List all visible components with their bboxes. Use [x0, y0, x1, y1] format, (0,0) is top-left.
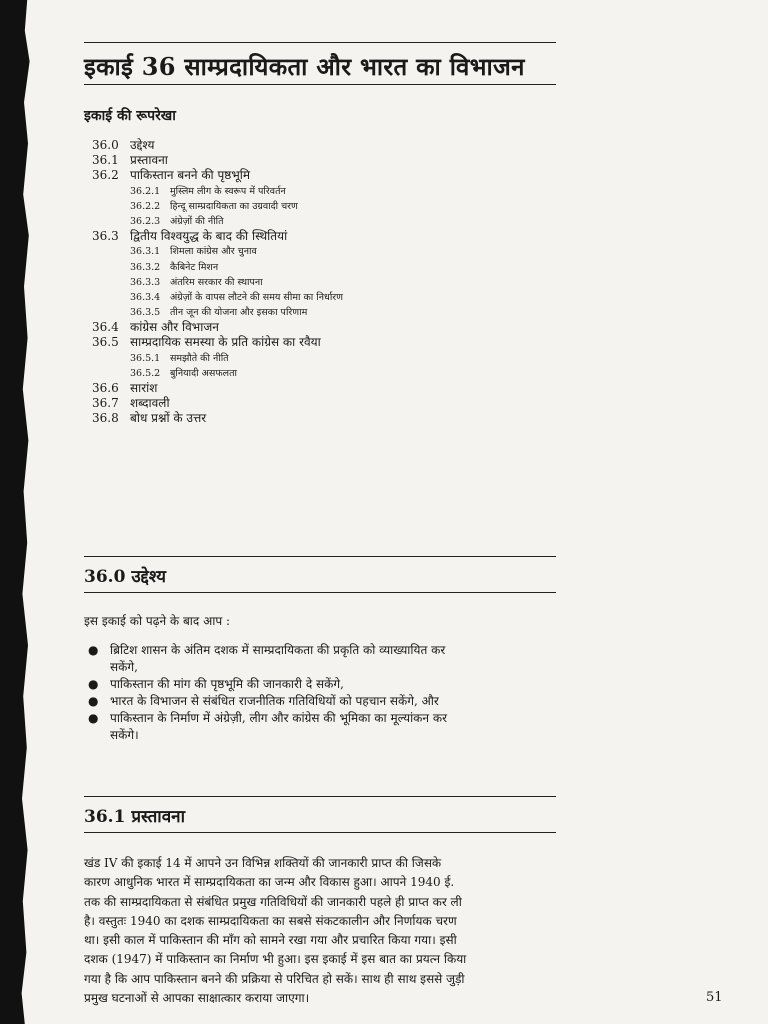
- toc-item-number: 36.6: [92, 381, 119, 395]
- toc-item-text: मुस्लिम लीग के स्वरूप में परिवर्तन: [170, 185, 286, 197]
- toc-item-text: पाकिस्तान बनने की पृष्ठभूमि: [130, 168, 251, 183]
- objectives-list: [88, 642, 558, 744]
- toc-item-number: 36.5: [92, 335, 119, 350]
- title-rule-bottom: [84, 84, 556, 85]
- toc-item: [92, 305, 343, 320]
- toc-item: [92, 351, 343, 366]
- toc-item: [92, 184, 343, 199]
- toc-item: [92, 229, 343, 244]
- paragraph-line: कारण आधुनिक भारत में साम्प्रदायिकता का जन्म और विकास हुआ। आपने 1940 ई.: [84, 875, 455, 890]
- toc-item: [92, 199, 343, 214]
- toc-item: [92, 168, 343, 183]
- toc-item-text: बोध प्रश्नों के उत्तर: [130, 411, 207, 426]
- page-number: 51: [706, 990, 723, 1005]
- toc-item-number: 36.2.3: [130, 215, 161, 227]
- paragraph-line: खंड IV की इकाई 14 में आपने उन विभिन्न शक्तियों की जानकारी प्राप्त की जिसके: [84, 856, 442, 870]
- toc-item: [92, 290, 343, 305]
- toc-item-number: 36.3.2: [130, 261, 161, 273]
- toc-item-text: अंग्रेज़ों की नीति: [170, 215, 224, 227]
- section-0-rule-bottom: [84, 592, 556, 593]
- introduction-paragraph: [84, 854, 560, 1008]
- toc-item-text: अंतरिम सरकार की स्थापना: [170, 276, 263, 288]
- toc-item-number: 36.3.4: [130, 291, 161, 303]
- table-of-contents: [92, 138, 343, 427]
- toc-item: [92, 411, 343, 426]
- toc-item: [92, 275, 343, 290]
- outline-heading: इकाई की रूपरेखा: [84, 108, 176, 124]
- toc-item-text: कांग्रेस और विभाजन: [130, 320, 219, 335]
- objective-item: [88, 693, 558, 710]
- toc-item-text: सारांश: [130, 381, 158, 395]
- toc-item-number: 36.2.1: [130, 185, 161, 197]
- paragraph-line: तक की साम्प्रदायिकता से संबंधित प्रमुख गतिविधियों की जानकारी पहले ही प्राप्त कर ली: [84, 894, 462, 909]
- toc-item-text: शिमला कांग्रेस और चुनाव: [170, 246, 257, 258]
- objective-item: [88, 676, 558, 693]
- bullet-icon: ●: [88, 694, 99, 708]
- section-1-rule-bottom: [84, 832, 556, 833]
- toc-item: [92, 335, 343, 350]
- toc-item-number: 36.5.2: [130, 367, 161, 379]
- section-1-rule-top: [84, 796, 556, 797]
- section-0-rule-top: [84, 556, 556, 557]
- toc-item-text: तीन जून की योजना और इसका परिणाम: [170, 307, 308, 319]
- toc-item-text: उद्देश्य: [130, 138, 155, 152]
- scan-edge-shadow: [0, 0, 40, 1024]
- toc-item-text: अंग्रेज़ों के वापस लौटने की समय सीमा का निर्धारण: [170, 291, 344, 303]
- toc-item: [92, 214, 343, 229]
- objective-item: [88, 642, 558, 676]
- toc-item-number: 36.2: [92, 168, 119, 183]
- objective-text-line: पाकिस्तान के निर्माण में अंग्रेज़ी, लीग और कांग्रेस की भूमिका का मूल्यांकन कर: [110, 711, 447, 725]
- toc-item-number: 36.3.1: [130, 246, 161, 258]
- objective-text-line: सकेंगे।: [110, 728, 139, 742]
- paragraph-line: प्रमुख घटनाओं से आपका साक्षात्कार कराया जाएगा।: [84, 991, 310, 1006]
- toc-item: [92, 260, 343, 275]
- toc-item-text: कैबिनेट मिशन: [170, 261, 219, 273]
- bullet-icon: ●: [88, 677, 99, 691]
- toc-item-text: बुनियादी असफलता: [170, 367, 237, 379]
- toc-item-text: समझौते की नीति: [170, 352, 229, 364]
- objective-text-line: भारत के विभाजन से संबंधित राजनीतिक गतिविधियों को पहचान सकेंगे, और: [110, 694, 439, 708]
- objectives-intro: इस इकाई को पढ़ने के बाद आप :: [84, 614, 231, 628]
- toc-item-text: शब्दावली: [130, 396, 170, 411]
- toc-item-number: 36.5.1: [130, 352, 161, 364]
- objective-item: [88, 710, 558, 744]
- toc-item: [92, 244, 343, 259]
- objective-text-line: सकेंगे,: [110, 660, 138, 674]
- objective-text-line: पाकिस्तान की मांग की पृष्ठभूमि की जानकारी दे सकेंगे,: [110, 677, 344, 691]
- bullet-icon: ●: [88, 643, 99, 657]
- toc-item: [92, 366, 343, 381]
- toc-item-number: 36.0: [92, 138, 119, 152]
- toc-item-number: 36.2.2: [130, 200, 161, 212]
- objective-text-line: ब्रिटिश शासन के अंतिम दशक में साम्प्रदायिकता की प्रकृति को व्याख्यायित कर: [110, 643, 446, 657]
- paragraph-line: गया है कि आप पाकिस्तान बनने की प्रक्रिया से परिचित हो सकें। साथ ही साथ इससे जुड़ी: [84, 971, 465, 986]
- toc-item-number: 36.8: [92, 411, 119, 426]
- unit-title: इकाई 36 साम्प्रदायिकता और भारत का विभाजन: [84, 52, 525, 81]
- toc-item-number: 36.3.3: [130, 276, 161, 288]
- toc-item-number: 36.3.5: [130, 307, 161, 319]
- toc-item-text: प्रस्तावना: [130, 153, 168, 168]
- toc-item: [92, 320, 343, 335]
- toc-item-text: हिन्दू साम्प्रदायिकता का उग्रवादी चरण: [170, 200, 298, 212]
- toc-item: [92, 153, 343, 168]
- toc-item-number: 36.7: [92, 396, 119, 411]
- toc-item-number: 36.1: [92, 153, 119, 168]
- toc-item-number: 36.3: [92, 229, 119, 244]
- toc-item-number: 36.4: [92, 320, 119, 335]
- paragraph-line: है। वस्तुतः 1940 का दशक साम्प्रदायिकता का सबसे संकटकालीन और निर्णायक चरण: [84, 913, 457, 928]
- toc-item: [92, 381, 343, 396]
- paragraph-line: था। इसी काल में पाकिस्तान की माँग को सामने रखा गया और प्रचारित किया गया। इसी: [84, 933, 457, 948]
- introduction-heading: 36.1 प्रस्तावना: [84, 807, 185, 827]
- toc-item-text: द्वितीय विश्वयुद्ध के बाद की स्थितियां: [130, 229, 288, 244]
- toc-item-text: साम्प्रदायिक समस्या के प्रति कांग्रेस का रवैया: [130, 335, 321, 350]
- toc-item: [92, 138, 343, 153]
- bullet-icon: ●: [88, 711, 99, 725]
- paragraph-line: दशक (1947) में पाकिस्तान का निर्माण भी हुआ। इस इकाई में इस बात का प्रयत्न किया: [84, 952, 467, 967]
- title-rule-top: [84, 42, 556, 43]
- toc-item: [92, 396, 343, 411]
- objectives-heading: 36.0 उद्देश्य: [84, 567, 166, 587]
